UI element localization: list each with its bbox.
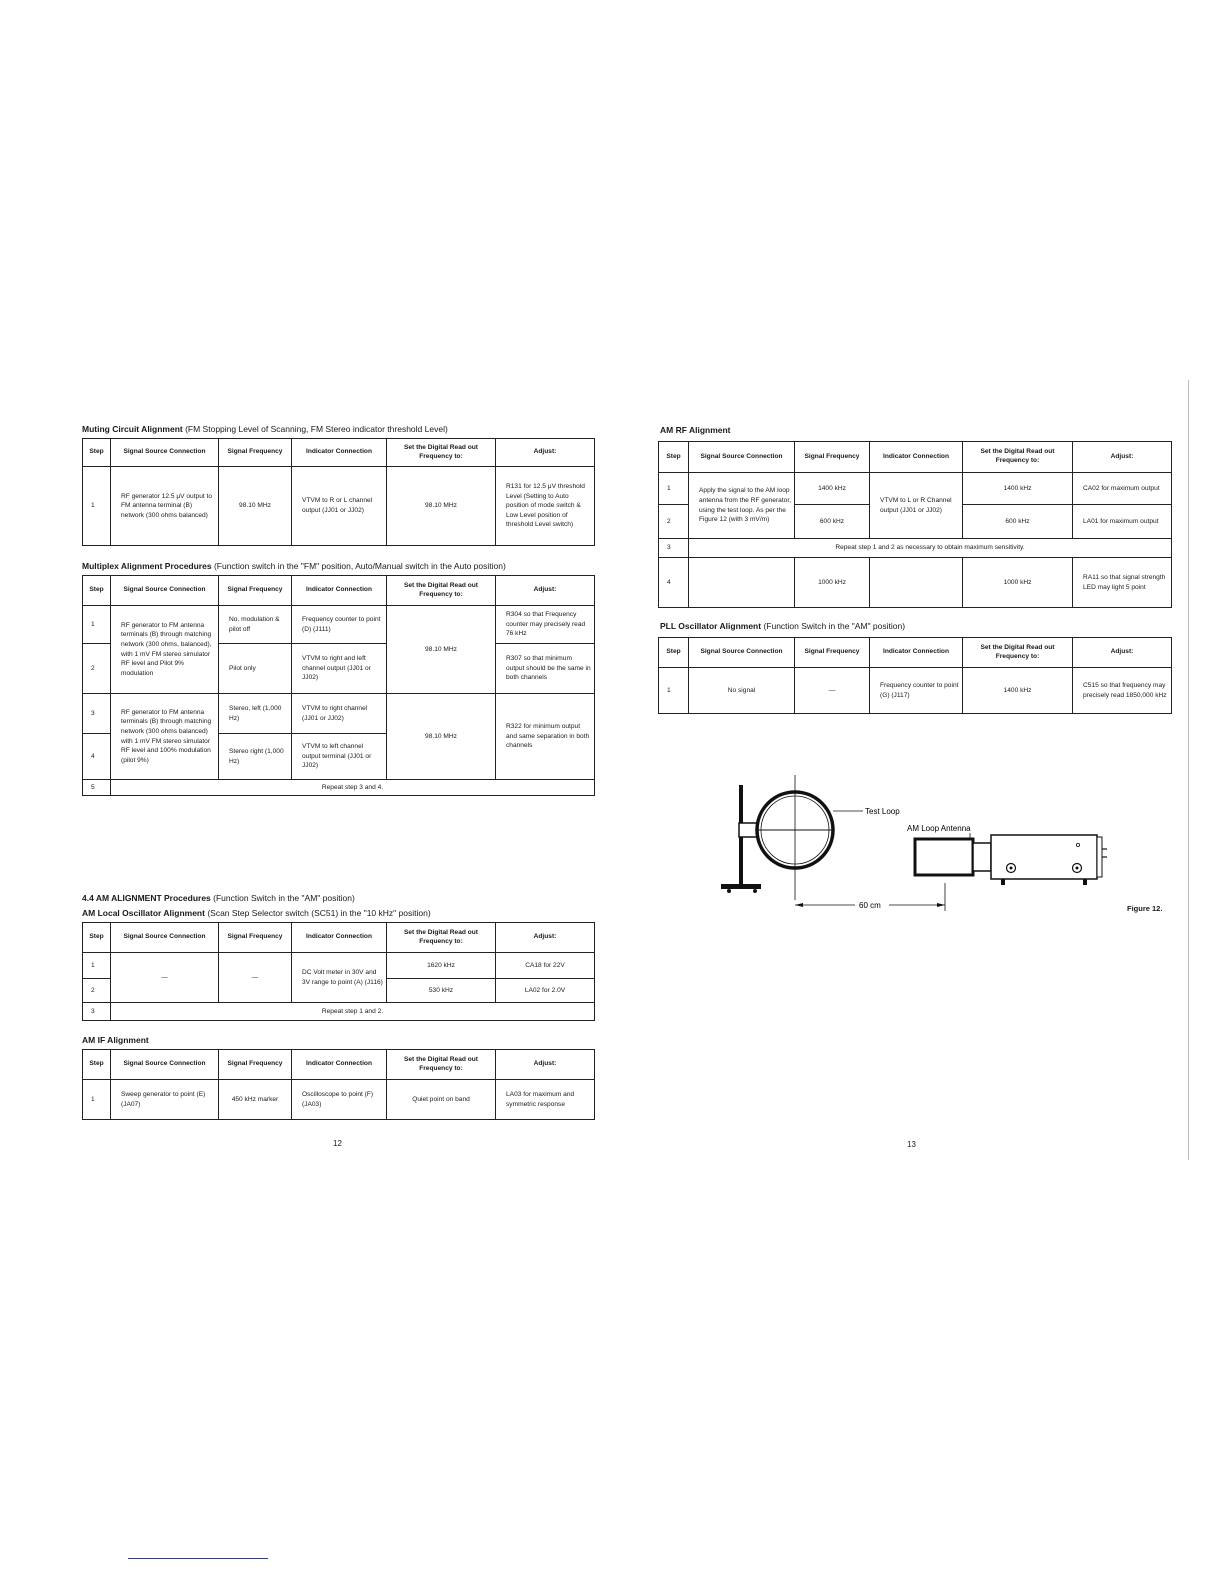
adjust-cell: R131 for 12.5 μV threshold Level (Setting to Auto position of mode switch & Low Level position of threshold Level switch) (496, 467, 595, 546)
header-digital: Set the Digital Read out Frequency to: (963, 638, 1073, 668)
header-digital: Set the Digital Read out Frequency to: (387, 576, 496, 606)
header-frequency: Signal Frequency (219, 576, 292, 606)
digital-cell: 1400 kHz (963, 668, 1073, 714)
source-cell: Sweep generator to point (E) (JA07) (111, 1080, 219, 1120)
am-if-table (82, 1049, 595, 1120)
table-header-row (659, 638, 1172, 668)
multiplex-subtitle: (Function switch in the "FM" position, Auto/Manual switch in the Auto position) (211, 561, 506, 571)
header-adjust: Adjust: (496, 439, 595, 467)
indicator-cell (870, 558, 963, 608)
am-if-title-text: AM IF Alignment (82, 1035, 149, 1045)
source-cell: No signal (689, 668, 795, 714)
header-step: Step (83, 576, 111, 606)
muting-table (82, 438, 595, 546)
frequency-cell: Stereo right (1,000 Hz) (219, 734, 292, 780)
receiver-unit (991, 835, 1097, 879)
am-local-title (82, 908, 431, 918)
test-loop-figure (715, 765, 1115, 915)
distance-label: 60 cm (859, 901, 881, 910)
multiplex-title-text: Multiplex Alignment Procedures (82, 561, 212, 571)
frequency-cell: 98.10 MHz (219, 467, 292, 546)
step-cell: 3 (659, 539, 689, 558)
source-cell: RF generator to FM antenna terminals (B) through matching network (300 ohms balanced) with 1 mV FM stereo simulator RF level and 100% modulation (pilot 9%) (111, 694, 219, 780)
header-indicator: Indicator Connection (292, 576, 387, 606)
table-row (83, 1080, 595, 1120)
header-source: Signal Source Connection (111, 576, 219, 606)
header-indicator: Indicator Connection (292, 439, 387, 467)
source-cell: RF generator to FM antenna terminals (B) through matching network (300 ohms, balanced), with 1 mV FM stereo simulator RF level and Pilot 9% modulation (111, 606, 219, 694)
frequency-cell: — (795, 668, 870, 714)
adjust-cell: LA03 for maximum and symmetric response (496, 1080, 595, 1120)
digital-cell: 1400 kHz (963, 473, 1073, 505)
indicator-cell: VTVM to right channel (JJ01 or JJ02) (292, 694, 387, 734)
am-rf-table (658, 441, 1172, 608)
adjust-cell: CA18 for 22V (496, 953, 595, 979)
step-cell: 1 (83, 1080, 111, 1120)
step-cell: 5 (83, 780, 111, 796)
frequency-cell: 1400 kHz (795, 473, 870, 505)
am-section-subtitle: (Function Switch in the "AM" position) (210, 893, 355, 903)
header-adjust: Adjust: (496, 923, 595, 953)
header-digital: Set the Digital Read out Frequency to: (387, 923, 496, 953)
table-row (659, 473, 1172, 505)
table-header-row (659, 442, 1172, 473)
indicator-cell: VTVM to R or L channel output (JJ01 or JJ02) (292, 467, 387, 546)
frequency-cell: Pilot only (219, 644, 292, 694)
header-indicator: Indicator Connection (292, 923, 387, 953)
muting-title (82, 424, 448, 434)
pll-table (658, 637, 1172, 714)
adjust-cell: LA02 for 2.0V (496, 979, 595, 1003)
indicator-cell: Oscilloscope to point (F) (JA03) (292, 1080, 387, 1120)
frequency-cell: — (219, 953, 292, 1003)
frequency-cell: 450 kHz marker (219, 1080, 292, 1120)
header-frequency: Signal Frequency (795, 638, 870, 668)
header-indicator: Indicator Connection (870, 638, 963, 668)
step-cell: 2 (659, 505, 689, 539)
page-number-right: 13 (907, 1140, 916, 1149)
frequency-cell: 600 kHz (795, 505, 870, 539)
header-indicator: Indicator Connection (292, 1050, 387, 1080)
header-digital: Set the Digital Read out Frequency to: (963, 442, 1073, 473)
frequency-cell: 1000 kHz (795, 558, 870, 608)
header-indicator: Indicator Connection (870, 442, 963, 473)
table-row (83, 694, 595, 734)
am-rf-title-text: AM RF Alignment (660, 425, 731, 435)
table-row (83, 606, 595, 644)
header-adjust: Adjust: (1073, 442, 1172, 473)
step-cell: 4 (83, 734, 111, 780)
multiplex-title (82, 561, 506, 571)
figure-caption: Figure 12. (1127, 904, 1163, 913)
header-adjust: Adjust: (496, 1050, 595, 1080)
table-row (83, 953, 595, 979)
step-cell: 4 (659, 558, 689, 608)
digital-cell: 1620 kHz (387, 953, 496, 979)
header-digital: Set the Digital Read out Frequency to: (387, 439, 496, 467)
digital-cell: 98.10 MHz (387, 606, 496, 694)
adjust-cell: CA02 for maximum output (1073, 473, 1172, 505)
table-row (659, 558, 1172, 608)
header-frequency: Signal Frequency (219, 1050, 292, 1080)
step-cell: 2 (83, 644, 111, 694)
indicator-cell: VTVM to left channel output terminal (JJ01 or JJ02) (292, 734, 387, 780)
indicator-cell: Frequency counter to point (D) (J111) (292, 606, 387, 644)
digital-cell: 1000 kHz (963, 558, 1073, 608)
header-digital: Set the Digital Read out Frequency to: (387, 1050, 496, 1080)
am-rf-title (660, 425, 731, 435)
step-cell: 1 (83, 467, 111, 546)
step-cell: 1 (659, 668, 689, 714)
indicator-cell: VTVM to right and left channel output (JJ01 or JJ02) (292, 644, 387, 694)
table-header-row (83, 576, 595, 606)
pll-title (660, 621, 905, 631)
header-adjust: Adjust: (1073, 638, 1172, 668)
muting-title-text: Muting Circuit Alignment (82, 424, 183, 434)
header-source: Signal Source Connection (689, 442, 795, 473)
step-cell: 2 (83, 979, 111, 1003)
repeat-cell: Repeat step 1 and 2 as necessary to obtain maximum sensitivity. (689, 539, 1172, 558)
table-header-row (83, 1050, 595, 1080)
am-local-title-text: AM Local Oscillator Alignment (82, 908, 205, 918)
source-cell: Apply the signal to the AM loop antenna from the RF generator, using the test loop. As per the Figure 12 (with 3 mV/m) (689, 473, 795, 539)
clamp (739, 823, 757, 837)
header-adjust: Adjust: (496, 576, 595, 606)
digital-cell: 530 kHz (387, 979, 496, 1003)
adjust-cell: C515 so that frequency may precisely read 1850,000 kHz (1073, 668, 1172, 714)
header-step: Step (83, 439, 111, 467)
am-local-table (82, 922, 595, 1021)
header-source: Signal Source Connection (111, 439, 219, 467)
source-cell: — (111, 953, 219, 1003)
adjust-cell: LA01 for maximum output (1073, 505, 1172, 539)
header-frequency: Signal Frequency (795, 442, 870, 473)
step-cell: 3 (83, 694, 111, 734)
table-row (83, 467, 595, 546)
page-number-left: 12 (333, 1139, 342, 1148)
digital-cell: 600 kHz (963, 505, 1073, 539)
pll-subtitle: (Function Switch in the "AM" position) (761, 621, 906, 631)
stand-base (721, 884, 761, 889)
frequency-cell: Stereo, left (1,000 Hz) (219, 694, 292, 734)
digital-cell: 98.10 MHz (387, 694, 496, 780)
source-cell (689, 558, 795, 608)
am-section-title-text: 4.4 AM ALIGNMENT Procedures (82, 893, 211, 903)
header-frequency: Signal Frequency (219, 439, 292, 467)
adjust-cell: RA11 so that signal strength LED may light 5 point (1073, 558, 1172, 608)
am-if-title (82, 1035, 149, 1045)
indicator-cell: Frequency counter to point (G) (J117) (870, 668, 963, 714)
bottom-rule (128, 1558, 268, 1559)
table-header-row (83, 923, 595, 953)
step-cell: 3 (83, 1003, 111, 1021)
adjust-cell: R322 for minimum output and same separation in both channels (496, 694, 595, 780)
header-step: Step (83, 923, 111, 953)
loop-antenna-frame (915, 839, 973, 875)
table-row (659, 668, 1172, 714)
adjust-cell: R304 so that Frequency counter may precisely read 76 kHz (496, 606, 595, 644)
test-loop-label: Test Loop (865, 807, 900, 816)
digital-cell: 98.10 MHz (387, 467, 496, 546)
repeat-cell: Repeat step 1 and 2. (111, 1003, 595, 1021)
indicator-cell: VTVM to L or R Channel output (JJ01 or JJ02) (870, 473, 963, 539)
step-cell: 1 (659, 473, 689, 505)
header-source: Signal Source Connection (689, 638, 795, 668)
header-step: Step (83, 1050, 111, 1080)
header-source: Signal Source Connection (111, 923, 219, 953)
antenna-label: AM Loop Antenna (907, 824, 971, 833)
header-frequency: Signal Frequency (219, 923, 292, 953)
am-local-subtitle: (Scan Step Selector switch (SC51) in the "10 kHz" position) (204, 908, 431, 918)
frequency-cell: No. modulation & pilot off (219, 606, 292, 644)
indicator-cell: DC Volt meter in 30V and 3V range to point (A) (J116) (292, 953, 387, 1003)
table-header-row (83, 439, 595, 467)
adjust-cell: R307 so that minimum output should be the same in both channels (496, 644, 595, 694)
source-cell: RF generator 12.5 μV output to FM antenna terminal (B) network (300 ohms balanced) (111, 467, 219, 546)
pll-title-text: PLL Oscillator Alignment (660, 621, 762, 631)
page-edge-line (1188, 380, 1189, 1160)
header-step: Step (659, 638, 689, 668)
header-step: Step (659, 442, 689, 473)
table-row (83, 1003, 595, 1021)
muting-subtitle: (FM Stopping Level of Scanning, FM Stereo indicator threshold Level) (182, 424, 448, 434)
step-cell: 1 (83, 953, 111, 979)
am-section-title (82, 893, 355, 903)
header-source: Signal Source Connection (111, 1050, 219, 1080)
step-cell: 1 (83, 606, 111, 644)
repeat-cell: Repeat step 3 and 4. (111, 780, 595, 796)
multiplex-table (82, 575, 595, 796)
table-row (83, 780, 595, 796)
digital-cell: Quiet point on band (387, 1080, 496, 1120)
table-row (659, 539, 1172, 558)
